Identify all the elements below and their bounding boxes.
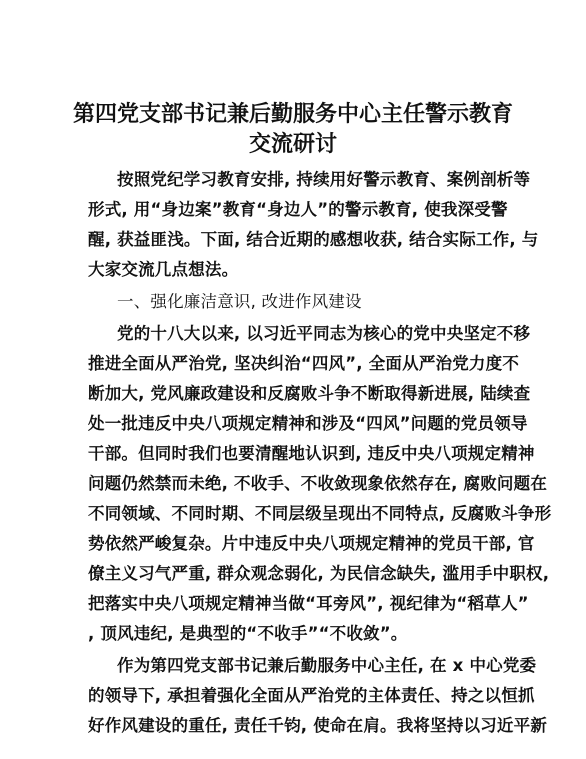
paragraph-1-line-5: 干部。但同时我们也要清醒地认识到, 违反中央八项规定精神: [88, 444, 535, 463]
paragraph-intro-line-4: 大家交流几点想法。: [88, 260, 239, 279]
paragraph-1-line-8: 势依然严峻复杂。片中违反中央八项规定精神的党员干部, 官: [88, 534, 535, 553]
paragraph-1-line-10: 把落实中央八项规定精神当做“耳旁风”, 视纪律为“稻草人”: [88, 594, 529, 613]
paragraph-1-line-1: 党的十八大以来, 以习近平同志为核心的党中央坚定不移: [117, 324, 531, 343]
paragraph-intro-line-1: 按照党纪学习教育安排, 持续用好警示教育、案例剖析等: [117, 170, 531, 189]
paragraph-1-line-9: 僚主义习气严重, 群众观念弱化, 为民信念缺失, 滥用手中职权,: [88, 564, 550, 583]
section-heading-1: 一、强化廉洁意识, 改进作风建设: [117, 292, 362, 311]
paragraph-2-line-3: 好作风建设的重任, 责任千钧, 使命在肩。我将坚持以习近平新: [88, 716, 548, 735]
paragraph-intro-line-3: 醒, 获益匪浅。下面, 结合近期的感想收获, 结合实际工作, 与: [88, 230, 539, 249]
paragraph-1-line-3: 断加大, 党风廉政建设和反腐败斗争不断取得新进展, 陆续查: [88, 384, 531, 403]
paragraph-1-line-11: , 顶风违纪, 是典型的“不收手”“不收敛”。: [88, 624, 408, 643]
paragraph-1-line-2: 推进全面从严治党, 坚决纠治“四风”, 全面从严治党力度不: [88, 354, 520, 373]
paragraph-1-line-7: 不同领域、不同时期、不同层级呈现出不同特点, 反腐败斗争形: [88, 504, 552, 523]
paragraph-intro-line-2: 形式, 用“身边案”教育“身边人”的警示教育, 使我深受警: [88, 200, 508, 219]
paragraph-2-line-2: 的领导下, 承担着强化全面从严治党的主体责任、持之以恒抓: [88, 686, 535, 705]
document-title-line-1: 第四党支部书记兼后勤服务中心主任警示教育: [72, 102, 513, 127]
paragraph-1-line-4: 处一批违反中央八项规定精神和涉及“四风”问题的党员领导: [88, 414, 528, 433]
paragraph-2-line-1: 作为第四党支部书记兼后勤服务中心主任, 在 x 中心党委: [117, 656, 537, 675]
paragraph-1-line-6: 问题仍然禁而未绝, 不收手、不收敛现象依然存在, 腐败问题在: [88, 474, 548, 493]
document-title-line-2: 交流研讨: [248, 132, 337, 157]
